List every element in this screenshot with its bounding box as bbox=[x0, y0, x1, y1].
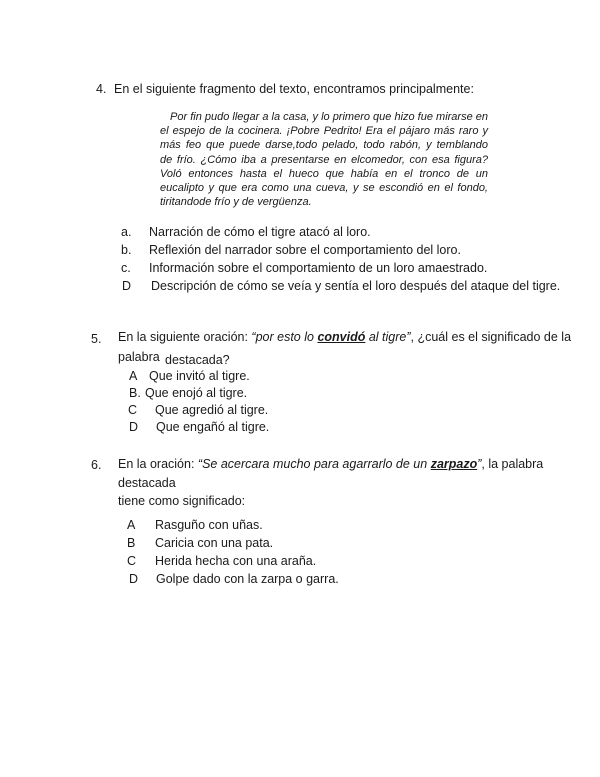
q6-option-text: Golpe dado con la zarpa o garra. bbox=[156, 572, 339, 586]
q4-prompt: En el siguiente fragmento del texto, encontramos principalmente: bbox=[114, 82, 474, 96]
q5-option-text: Que engañó al tigre. bbox=[156, 420, 270, 434]
q6-option-letter: A bbox=[127, 518, 136, 532]
q6-quote-end: ” bbox=[477, 457, 482, 471]
q6-option-letter: D bbox=[129, 572, 139, 586]
q5-option-letter: B. bbox=[129, 386, 141, 400]
q5-option-letter: D bbox=[129, 420, 139, 434]
q5-highlight-word: convidó bbox=[317, 330, 366, 344]
q5-option-text: Que invitó al tigre. bbox=[149, 369, 250, 383]
q5-prompt-line2-b: destacada? bbox=[165, 353, 230, 367]
q6-prompt-line2: destacada bbox=[118, 476, 176, 490]
q6-prompt-line3: tiene como significado: bbox=[118, 494, 246, 508]
excerpt-line: Voló entonces hasta el hueco que había en el tronco de un bbox=[160, 167, 488, 180]
q6-option-text: Caricia con una pata. bbox=[155, 536, 274, 550]
q6-prompt-start: En la oración: bbox=[118, 457, 198, 471]
excerpt-line: de frío. ¿Cómo iba a presentarse en elcomedor, con esa figura? bbox=[160, 153, 488, 166]
excerpt-line: eucalipto y que era como una cueva, y se escondió en el fondo, bbox=[160, 182, 488, 195]
q5-option-letter: C bbox=[128, 403, 138, 417]
q5-option-text: Que agredió al tigre. bbox=[155, 403, 269, 417]
q5-prompt-end: , ¿cuál es el significado de la bbox=[410, 330, 572, 344]
q6-prompt-end: , la palabra bbox=[481, 457, 544, 471]
q5-prompt-start: En la siguiente oración: bbox=[118, 330, 252, 344]
q4-option-letter: D bbox=[122, 279, 132, 293]
excerpt-line: tiritandode frío y de vergüenza. bbox=[160, 196, 312, 209]
q4-option-text: Descripción de cómo se veía y sentía el loro después del ataque del tigre. bbox=[151, 279, 561, 293]
q5-prompt bbox=[118, 330, 571, 344]
q5-number: 5. bbox=[91, 332, 102, 346]
excerpt-line: el espejo de la cocinera. ¡Pobre Pedrito! Era el pájaro más raro y bbox=[160, 125, 488, 138]
q4-option-letter: b. bbox=[121, 243, 132, 257]
q4-option-text: Narración de cómo el tigre atacó al loro. bbox=[149, 225, 371, 239]
q5-prompt-line2-a: palabra bbox=[118, 350, 160, 364]
q6-option-letter: B bbox=[127, 536, 136, 550]
q4-option-letter: c. bbox=[121, 261, 131, 275]
q6-option-letter: C bbox=[127, 554, 137, 568]
q4-option-letter: a. bbox=[121, 225, 132, 239]
q5-quote-start: “por esto lo bbox=[251, 330, 318, 344]
q6-option-text: Herida hecha con una araña. bbox=[155, 554, 317, 568]
q5-option-letter: A bbox=[129, 369, 138, 383]
excerpt-line: Por fin pudo llegar a la casa, y lo primero que hizo fue mirarse en bbox=[170, 111, 488, 123]
q5-quote-end: al tigre” bbox=[365, 330, 411, 344]
q4-option-text: Reflexión del narrador sobre el comportamiento del loro. bbox=[149, 243, 461, 257]
q6-number: 6. bbox=[91, 458, 102, 472]
q6-quote-start: “Se acercara mucho para agarrarlo de un bbox=[197, 457, 431, 471]
excerpt-line: más feo que puede darse,todo pelado, todo rabón, y temblando bbox=[160, 139, 488, 152]
q4-number: 4. bbox=[96, 82, 107, 96]
q6-prompt bbox=[118, 457, 543, 471]
q6-highlight-word: zarpazo bbox=[430, 457, 478, 471]
q5-option-text: Que enojó al tigre. bbox=[145, 386, 248, 400]
q4-option-text: Información sobre el comportamiento de un loro amaestrado. bbox=[149, 261, 488, 275]
q6-option-text: Rasguño con uñas. bbox=[155, 518, 263, 532]
q4-excerpt bbox=[160, 110, 488, 209]
